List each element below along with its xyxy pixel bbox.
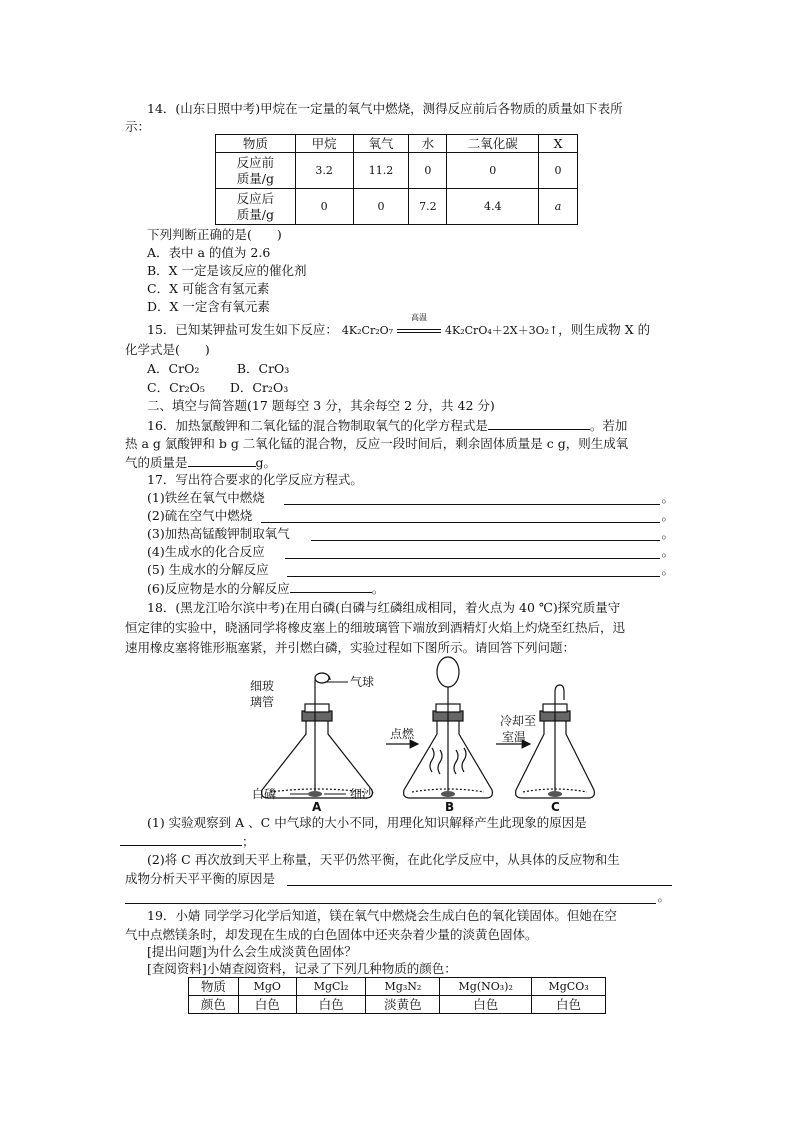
q17-item-2: (2)硫在空气中燃烧 。 [147, 508, 674, 523]
q17-item-6: (6)反应物是水的分解反应 。 [147, 581, 385, 596]
flask-c [516, 685, 595, 798]
answer-blank[interactable] [285, 546, 660, 559]
table-cell: 白色 [440, 996, 532, 1014]
q17-stem: 17．写出符合要求的化学反应方程式。 [147, 472, 363, 487]
q17-item-5: (5) 生成水的分解反应 。 [147, 562, 674, 577]
q14-option-a: A．表中 a 的值为 2.6 [147, 245, 271, 260]
table-header: 物质 [216, 135, 296, 153]
q17-item-1: (1)铁丝在氧气中燃烧 。 [147, 490, 674, 505]
label-cool-1: 冷却至 [500, 714, 537, 728]
answer-blank[interactable] [488, 417, 590, 430]
table-cell: 0 [409, 153, 447, 189]
table-cell: 3.2 [295, 153, 353, 189]
table-header: 甲烷 [295, 135, 353, 153]
q18-part2-line2: 成物分析天平平衡的原因是 [125, 871, 672, 887]
q15-options-line2: C．Cr₂O₅ D．Cr₂O₃ [147, 380, 289, 395]
table-cell: 白色 [532, 996, 606, 1014]
label-fine-sand: 细沙 [350, 787, 375, 801]
balloon-c [555, 685, 564, 700]
label-glass-tube-2: 璃管 [250, 695, 275, 709]
reaction-condition: 高温 [397, 322, 441, 338]
table-cell: 0 [539, 153, 578, 189]
q16-line3: 气的质量是 g。 [125, 455, 277, 470]
answer-blank[interactable] [261, 510, 660, 523]
flask-label-a: A [312, 800, 322, 812]
q15-options-line1: A．CrO₂ B．CrO₃ [147, 361, 290, 376]
table-header: 物质 [189, 978, 239, 996]
table-header: 二氧化碳 [447, 135, 539, 153]
answer-blank[interactable] [120, 833, 242, 846]
table-cell: 淡黄色 [366, 996, 440, 1014]
q18-part1: (1) 实验观察到 A 、C 中气球的大小不同，用理化知识解释产生此现象的原因是 [147, 815, 587, 830]
q17-item-3: (3)加热高锰酸钾制取氧气 。 [147, 526, 674, 541]
label-glass-tube: 细玻 [250, 679, 275, 693]
answer-blank[interactable] [284, 492, 660, 505]
q16-line2: 热 a g 氯酸钾和 b g 二氧化锰的混合物，反应一段时间后，剩余固体质量是 c g，则生成氧 [125, 436, 629, 451]
flask-label-c: C [551, 800, 560, 812]
answer-blank[interactable] [125, 891, 656, 904]
table-header: 氧气 [353, 135, 409, 153]
table-cell: 颜色 [189, 996, 239, 1014]
balloon-b [437, 657, 459, 687]
q14-option-b: B．X 一定是该反应的催化剂 [147, 263, 307, 278]
flask-b [404, 657, 493, 798]
white-phosphorus [308, 791, 322, 797]
q14-prompt: 下列判断正确的是( ) [147, 227, 282, 242]
table-cell: 0 [353, 189, 409, 225]
table-cell: 白色 [296, 996, 366, 1014]
table-cell: 白色 [238, 996, 296, 1014]
label-white-phosphorus: 白磷 [252, 787, 277, 801]
table-header: MgO [238, 978, 296, 996]
q16-line1: 16．加热氯酸钾和二氧化锰的混合物制取氧气的化学方程式是 。若加 [147, 418, 628, 433]
answer-blank[interactable] [311, 528, 660, 541]
table-header: MgCl₂ [296, 978, 366, 996]
label-balloon: 气球 [350, 675, 375, 689]
table-header: Mg(NO₃)₂ [440, 978, 532, 996]
q15-stem-line2: 化学式是( ) [125, 342, 210, 357]
q18-apparatus-figure [240, 652, 600, 812]
q18-part1-answer: ； [120, 833, 255, 850]
q19-research: [查阅资料]小婧查阅资料，记录了下列几种物质的颜色： [147, 961, 457, 976]
table-header: Mg₃N₂ [366, 978, 440, 996]
answer-blank[interactable] [188, 454, 256, 467]
answer-blank[interactable] [290, 580, 372, 593]
table-cell: 0 [295, 189, 353, 225]
q19-question: [提出问题]为什么会生成淡黄色固体？ [147, 944, 357, 959]
q15-stem-line1: 15．已知某钾盐可发生如下反应： 4K₂Cr₂O₇ 高温 4K₂CrO₄＋2X＋3O₂↑，则生成物 X 的 [147, 313, 651, 337]
table-cell: a [539, 189, 578, 225]
q14-stem-line1: 14．(山东日照中考)甲烷在一定量的氧气中燃烧，测得反应前后各物质的质量如下表所 [147, 101, 623, 116]
q14-mass-table [215, 134, 578, 225]
q14-option-d: D．X 一定含有氧元素 [147, 299, 270, 314]
row-label: 反应后 质量/g [216, 189, 296, 225]
q19-line1: 19．小婧 同学学习化学后知道，镁在氧气中燃烧会生成白色的氧化镁固体。但她在空 [147, 908, 617, 923]
table-header: MgCO₃ [532, 978, 606, 996]
label-ignite: 点燃 [390, 727, 415, 741]
row-label: 反应前 质量/g [216, 153, 296, 189]
table-header: X [539, 135, 578, 153]
table-cell: 0 [447, 153, 539, 189]
flask-a [262, 673, 373, 798]
table-cell: 11.2 [353, 153, 409, 189]
q14-option-c: C．X 可能含有氢元素 [147, 281, 270, 296]
section-heading: 二、填空与简答题(17 题每空 3 分，其余每空 2 分，共 42 分) [147, 398, 495, 413]
q17-item-4: (4)生成水的化合反应 。 [147, 544, 674, 559]
q14-stem-line2: 示： [125, 119, 151, 134]
label-cool-2: 室温 [502, 730, 527, 744]
table-cell: 4.4 [447, 189, 539, 225]
flask-label-b: B [445, 800, 455, 812]
q19-line2: 气中点燃镁条时，却发现在生成的白色固体中还夹杂着少量的淡黄色固体。 [125, 927, 538, 942]
answer-blank[interactable] [287, 564, 660, 577]
equation-left: 4K₂Cr₂O₇ [341, 324, 394, 337]
q19-color-table [188, 977, 606, 1014]
answer-blank[interactable] [287, 873, 672, 886]
q18-line3: 速用橡皮塞将锥形瓶塞紧，并引燃白磷，实验过程如下图所示。请回答下列问题： [125, 640, 576, 655]
table-cell: 7.2 [409, 189, 447, 225]
q18-line2: 恒定律的实验中，晓涵同学将橡皮塞上的细玻璃管下端放到酒精灯火焰上灼烧至红热后，迅 [125, 620, 626, 635]
table-header: 水 [409, 135, 447, 153]
equation-right: 4K₂CrO₄＋2X＋3O₂↑ [445, 324, 559, 337]
q18-line1: 18．(黑龙江哈尔滨中考)在用白磷(白磷与红磷组成相同，着火点为 40 ℃)探究质量守 [147, 600, 621, 615]
q18-part2-line1: (2)将 C 再次放到天平上称量，天平仍然平衡，在此化学反应中，从具体的反应物和生 [147, 852, 620, 867]
